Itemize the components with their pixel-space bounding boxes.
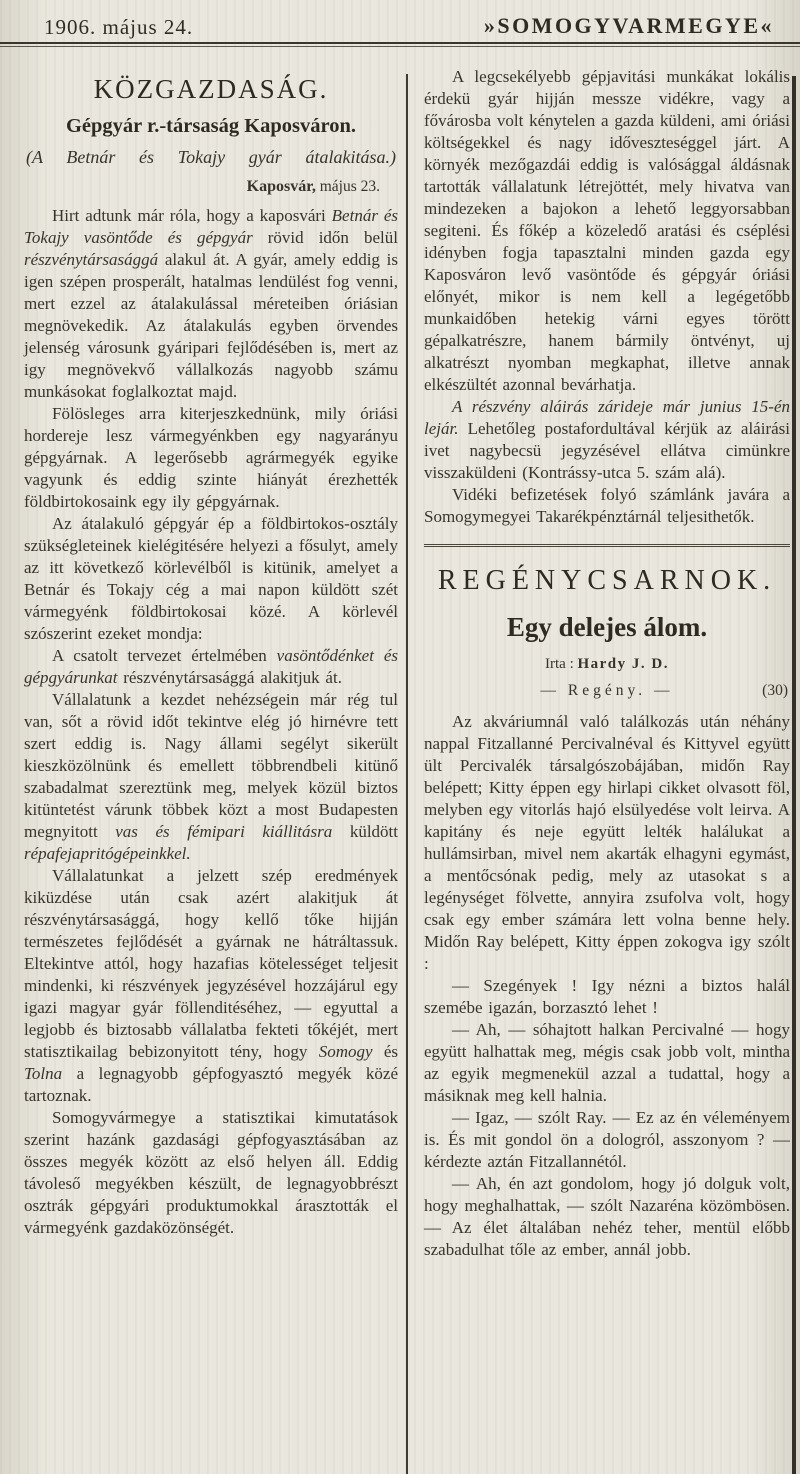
masthead-title: »SOMOGYVARMEGYE« (483, 13, 774, 38)
left-column (24, 60, 398, 1239)
story-body (424, 711, 790, 1261)
right-column (424, 60, 790, 1261)
page-edge-line (792, 76, 796, 1474)
byline-prefix: Irta : (545, 656, 574, 672)
column-divider (406, 74, 408, 1474)
paragraph: A legcsekélyebb gépjavitási munkákat lokális érdekü gyár hijján messze vidékre, vagy a fővárosba volt kénytelen a gazda küldeni, ami óriási költségekkel és nagy időveszteséggel járt. A környék mezőgazdái eddig is valósággal áldásnak tartották vállalatunk létrejöttét, mely hivatva van mindezeken a bajokon a lehető leggyorsabban segiteni. És főkép a közeledő aratási és cséplési idényben fogja tapasztalni minden gazda egy Kaposváron levő vasöntőde és gépgyár óriási előnyét, mikor is nem kell a legégetőbb munkaidőben hetekig várni egyes törött gépalkatrészre, hanem bármily öntvényt, uj alkatrészt nyomban megkaphat, illetve annak elkészültét azonnal bevárhatja. (424, 67, 790, 394)
paragraph: Fölösleges arra kiterjeszkednünk, mily óriási hordereje lesz vármegyénkben egy nagyarányu gépgyárnak. A legerősebb agrármegyék egyike vagyunk és eddig szinte hiányát érezhették földbirtokosaink egy ily gépgyárnak. (24, 404, 398, 511)
paragraph: Hirt adtunk már róla, hogy a kaposvári Betnár és Tokajy vasöntőde és gépgyár rövid időn belül részvénytársasággá alakul át. A gyár, amely eddig is igen szépen prosperált, hatalmas lendülést fog venni, mert ezzel az átalakulással méreteiben óriásian megnövekedik. Az átalakulás egyben örvendes jelenség városunk gyáripari fejlődésében is, mert az igy megnövekvő vállalkozás nagyobb számu munkásokat foglalkoztat majd. (24, 206, 398, 401)
installment-number: (30) (762, 682, 788, 699)
novel-section-rule (424, 544, 790, 547)
genre-label: — Regény. — (540, 682, 674, 699)
article-subtitle: (A Betnár és Tokajy gyár átalakitása.) (26, 147, 396, 167)
paragraph: Vidéki befizetések folyó számlánk javára a Somogymegyei Takarékpénztárnál teljesithetők. (424, 485, 790, 526)
paragraph: Vállalatunkat a jelzett szép eredmények kiküzdése után csak azért alakitjuk át részvénytársasággá, hogy kellő tőke hijján természetes fejlődését a gyárnak ne hátráltassuk. Eltekintve attól, hogy hazafias kötelességet teljesit mindenki, ki részvények jegyzésével hozzájárul egy igazi magyar gyár föllenditéséhez, — egyuttal a legjobb és biztosabb vállalatba fekteti tőkéjét, mert statisztikailag bebizonyitott tény, hogy Somogy és Tolna a legnagyobb gépfogyasztó megyék közé tartoznak. (24, 866, 398, 1105)
paragraph: Somogyvármegye a statisztikai kimutatások szerint hazánk gazdasági gépfogyasztásában az összes megyék között az első helyen áll. Eddig távoleső megyékben készült, de legnagyobbrészt osztrák gépgyári produktumokkal árasztották el vármegyénk gazdaközönségét. (24, 1108, 398, 1237)
paragraph: A részvény aláirás zárideje már junius 15-én lejár. Lehetőleg postafordultával kérjük az aláirási ivet nagybecsü jegyzésével ellátva cimünkre visszaküldeni (Kontrássy-utca 5. szám alá). (424, 397, 790, 482)
paragraph: — Szegények ! Igy nézni a biztos halál szemébe igazán, borzasztó lehet ! (424, 976, 790, 1017)
story-title: Egy delejes álom. (506, 612, 708, 642)
article-body (24, 205, 398, 1239)
paragraph: Az akváriumnál való találkozás után néhány nappal Fitzallanné Percivalnéval és Kittyvel együtt ült Percivalék társalgószobájában, midőn Ray belépett; Kitty éppen egy hirlapi cikket olvasott föl, melyben egy vitorlás hajó elsülyedése volt leirva. A kapitány és neje együtt lelték halálukat a hullámsirban, mivel nem akarták elhagyni egymást, a mentőcsónak pedig, mely az utasokat s a legénységet fölvette, annyira zsufolva volt, hogy csak egy ember számára lett volna benne hely. Midőn Ray belépett, Kitty éppen zokogva igy szólt : (424, 712, 790, 973)
paragraph: A csatolt tervezet értelmében vasöntődénket és gépgyárunkat részvénytársasággá alakitjuk át. (24, 646, 398, 687)
paragraph: — Igaz, — szólt Ray. — Ez az én véleményem is. És mit gondol ön a dologról, asszonyom ? — kérdezte aztán Fitzallannétól. (424, 1108, 790, 1171)
paragraph: — Ah, — sóhajtott halkan Percivalné — hogy együtt halhattak meg, mégis csak jobb volt, mintha az egyik megmenekül azzal a tudattal, hogy a másiknak meg kell halnia. (424, 1020, 790, 1105)
paragraph: Az átalakuló gépgyár ép a földbirtokos-osztály szükségleteinek kielégitésére helyezi a fősulyt, amely az itt következő körlevélből is kitünik, amelyet a Betnár és Tokajy cég a mai napon küldött szét vármegyénk földbirtokosai közé. A körlevél szószerint ezeket mondja: (24, 514, 398, 643)
header-rule (0, 42, 800, 47)
section-title: KÖZGAZDASÁG. (93, 74, 329, 104)
article-title: Gépgyár r.-társaság Kaposváron. (65, 115, 357, 137)
byline-author: Hardy J. D. (577, 656, 669, 672)
paragraph: Vállalatunk a kezdet nehézségein már rég tul van, sőt a rövid időt tekintve elég jó hirnévre tett szert eddig is. Nagy állami segélyt sikerült kieszközölnünk és emellett többrendbeli kitünő szabadalmat szereztünk meg, melyek közül biztos kitüntetést várunk többek közt a most Budapesten megnyitott vas és fémipari kiállitásra küldött répafejapritógépeinkkel. (24, 690, 399, 863)
article-continuation (424, 66, 790, 528)
dateline (24, 178, 398, 196)
genre-row (424, 682, 790, 700)
issue-date: 1906. május 24. (44, 15, 194, 39)
paragraph: — Ah, én azt gondolom, hogy jó dolguk volt, hogy meghalhattak, — szólt Nazaréna közömbösen. — Az élet általában nehéz teher, mentül előbb szabadulhat tőle az ember, annál jobb. (424, 1174, 790, 1259)
dateline-place: Kaposvár, (246, 178, 316, 195)
byline (424, 656, 790, 673)
novel-section-title: REGÉNYCSARNOK. (437, 565, 777, 596)
dateline-date: május 23. (319, 178, 380, 195)
